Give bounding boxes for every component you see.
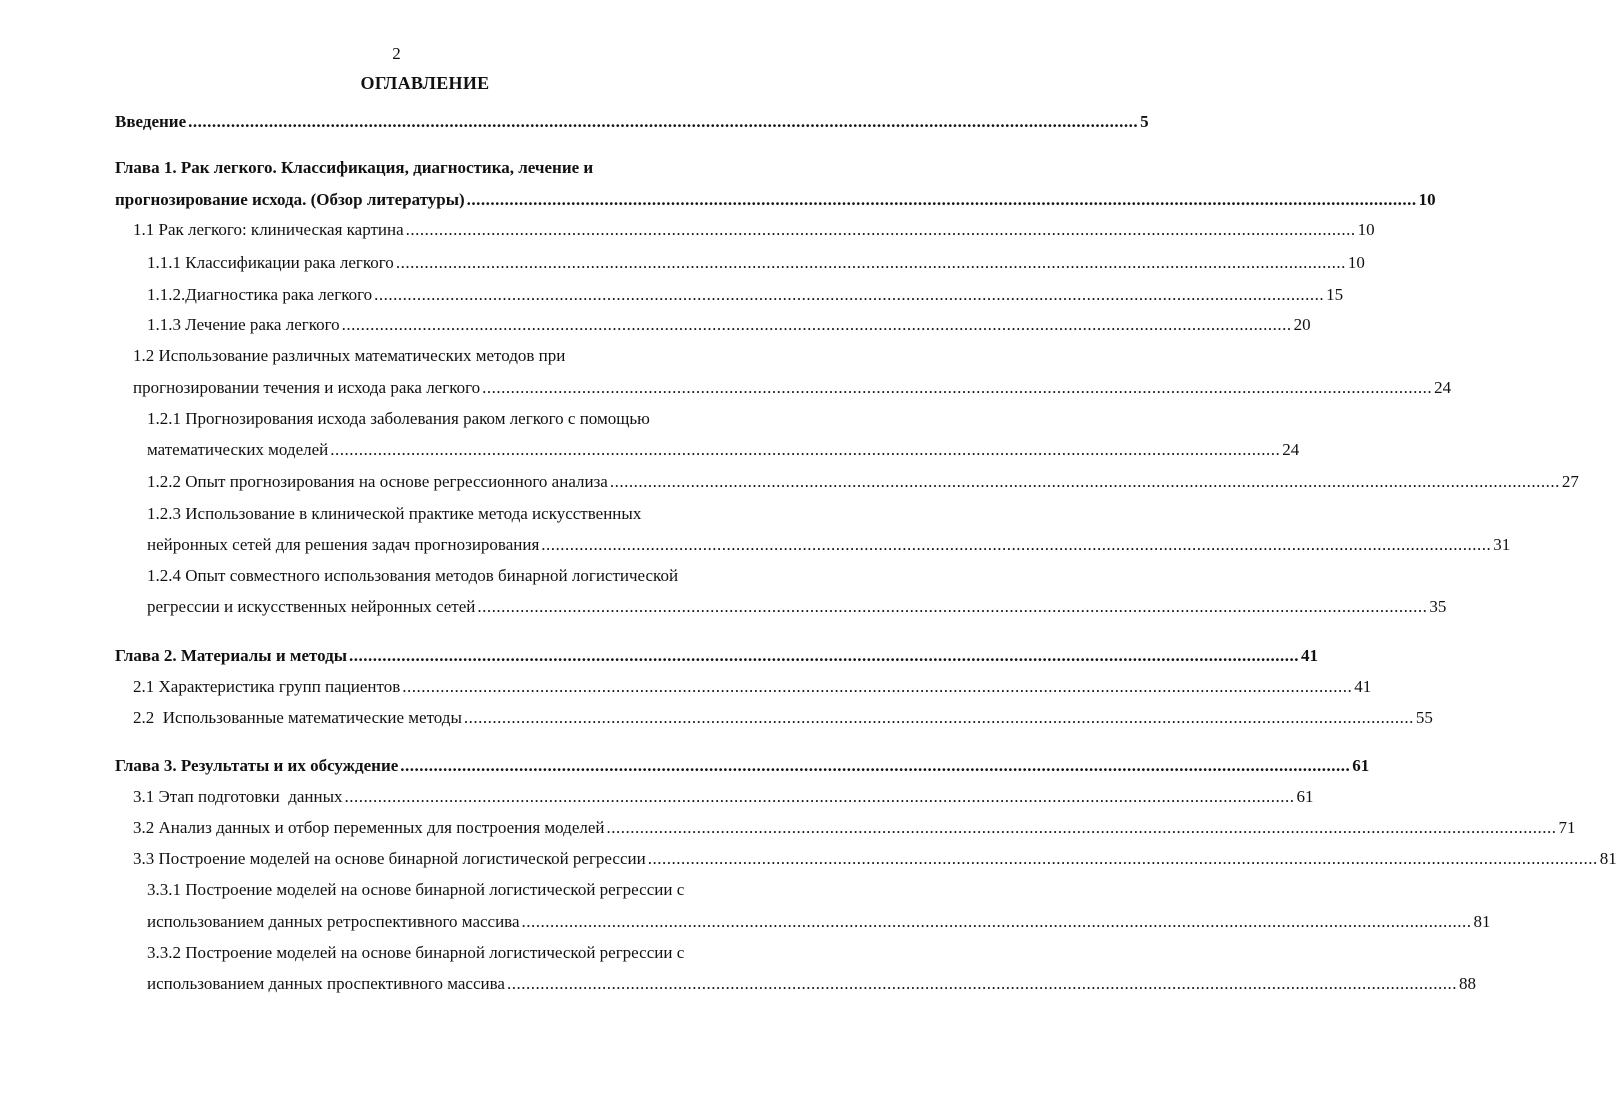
toc-entry-text: регрессии и искусственных нейронных сетей bbox=[147, 597, 476, 616]
toc-entry-text: Введение bbox=[115, 112, 187, 131]
toc-subsection-3-3-1-line1: 3.3.1 Построение моделей на основе бинарной логистической регрессии с bbox=[147, 880, 685, 899]
toc-entry-page: 31 bbox=[1493, 535, 1511, 554]
dot-leader: ........................................................................................................................................................................................................ bbox=[405, 220, 1356, 239]
toc-subsection-3-3-2 bbox=[147, 974, 1476, 994]
toc-entry-text: 1.2.2 Опыт прогнозирования на основе регрессионного анализа bbox=[147, 472, 608, 491]
toc-chapter-2 bbox=[115, 646, 1319, 666]
toc-subsection-1-1-3 bbox=[147, 315, 1311, 335]
dot-leader: ........................................................................................................................................................................................................ bbox=[506, 974, 1457, 993]
toc-entry-text: Глава 2. Материалы и методы bbox=[115, 646, 348, 665]
toc-section-2-2 bbox=[133, 708, 1433, 728]
toc-section-1-1 bbox=[133, 220, 1375, 240]
toc-entry-page: 81 bbox=[1473, 912, 1491, 931]
dot-leader: ........................................................................................................................................................................................................ bbox=[521, 912, 1472, 931]
toc-entry-text: использованием данных ретроспективного массива bbox=[147, 912, 520, 931]
dot-leader: ........................................................................................................................................................................................................ bbox=[477, 597, 1428, 616]
toc-title: ОГЛАВЛЕНИЕ bbox=[360, 73, 490, 93]
toc-subsection-1-1-1 bbox=[147, 253, 1365, 273]
toc-subsection-1-2-3 bbox=[147, 535, 1511, 555]
toc-entry-text: 1.1.2.Диагностика рака легкого bbox=[147, 285, 373, 304]
dot-leader: ........................................................................................................................................................................................................ bbox=[402, 677, 1353, 696]
toc-entry-text: 2.1 Характеристика групп пациентов bbox=[133, 677, 401, 696]
toc-section-3-3 bbox=[133, 849, 1617, 869]
dot-leader: ........................................................................................................................................................................................................ bbox=[188, 112, 1139, 131]
toc-section-3-1 bbox=[133, 787, 1314, 807]
dot-leader: ........................................................................................................................................................................................................ bbox=[374, 285, 1325, 304]
toc-entry-page: 5 bbox=[1140, 112, 1149, 131]
toc-entry-page: 81 bbox=[1599, 849, 1617, 868]
toc-entry-page: 20 bbox=[1293, 315, 1311, 334]
toc-entry-text: 3.2 Анализ данных и отбор переменных для построения моделей bbox=[133, 818, 605, 837]
toc-subsection-1-2-4-line1: 1.2.4 Опыт совместного использования методов бинарной логистической bbox=[147, 566, 679, 585]
toc-entry-text: математических моделей bbox=[147, 440, 329, 459]
toc-entry-page: 61 bbox=[1352, 756, 1370, 775]
toc-entry-text: прогнозирование исхода. (Обзор литературы) bbox=[115, 190, 465, 209]
toc-entry-text: 3.3 Построение моделей на основе бинарной логистической регрессии bbox=[133, 849, 646, 868]
toc-entry-text: 2.2 Использованные математические методы bbox=[133, 708, 462, 727]
toc-entry-page: 10 bbox=[1418, 190, 1436, 209]
toc-entry-text: Глава 3. Результаты и их обсуждение bbox=[115, 756, 399, 775]
dot-leader: ........................................................................................................................................................................................................ bbox=[463, 708, 1414, 727]
toc-entry-text: 1.1 Рак легкого: клиническая картина bbox=[133, 220, 404, 239]
dot-leader: ........................................................................................................................................................................................................ bbox=[609, 472, 1560, 491]
toc-subsection-3-3-1 bbox=[147, 912, 1491, 932]
toc-entry-page: 10 bbox=[1357, 220, 1375, 239]
toc-entry-text: использованием данных проспективного массива bbox=[147, 974, 505, 993]
toc-entry-page: 15 bbox=[1326, 285, 1344, 304]
dot-leader: ........................................................................................................................................................................................................ bbox=[400, 756, 1351, 775]
toc-entry-page: 10 bbox=[1347, 253, 1365, 272]
dot-leader: ........................................................................................................................................................................................................ bbox=[541, 535, 1492, 554]
toc-entry-page: 41 bbox=[1301, 646, 1319, 665]
toc-entry-page: 61 bbox=[1296, 787, 1314, 806]
page-number: 2 bbox=[392, 44, 401, 63]
toc-entry-introduction bbox=[115, 112, 1149, 132]
toc-entry-page: 41 bbox=[1354, 677, 1372, 696]
dot-leader: ........................................................................................................................................................................................................ bbox=[341, 315, 1292, 334]
toc-subsection-1-2-3-line1: 1.2.3 Использование в клинической практике метода искусственных bbox=[147, 504, 642, 523]
toc-chapter-3 bbox=[115, 756, 1370, 776]
toc-entry-page: 71 bbox=[1558, 818, 1576, 837]
toc-entry-page: 35 bbox=[1429, 597, 1447, 616]
dot-leader: ........................................................................................................................................................................................................ bbox=[482, 378, 1433, 397]
toc-entry-page: 55 bbox=[1415, 708, 1433, 727]
toc-entry-text: 3.1 Этап подготовки данных bbox=[133, 787, 343, 806]
dot-leader: ........................................................................................................................................................................................................ bbox=[466, 190, 1417, 209]
toc-entry-text: прогнозировании течения и исхода рака легкого bbox=[133, 378, 481, 397]
toc-entry-text: 1.1.1 Классификации рака легкого bbox=[147, 253, 394, 272]
toc-subsection-1-2-4 bbox=[147, 597, 1447, 617]
toc-section-1-2 bbox=[133, 378, 1452, 398]
dot-leader: ........................................................................................................................................................................................................ bbox=[330, 440, 1281, 459]
toc-chapter-1 bbox=[115, 190, 1436, 210]
dot-leader: ........................................................................................................................................................................................................ bbox=[349, 646, 1300, 665]
toc-subsection-1-1-2 bbox=[147, 285, 1344, 305]
toc-entry-text: 1.1.3 Лечение рака легкого bbox=[147, 315, 340, 334]
toc-subsection-1-2-2 bbox=[147, 472, 1579, 492]
toc-chapter-1-line1: Глава 1. Рак легкого. Классификация, диагностика, лечение и bbox=[115, 158, 594, 177]
dot-leader: ........................................................................................................................................................................................................ bbox=[647, 849, 1598, 868]
dot-leader: ........................................................................................................................................................................................................ bbox=[395, 253, 1346, 272]
toc-section-2-1 bbox=[133, 677, 1372, 697]
toc-subsection-3-3-2-line1: 3.3.2 Построение моделей на основе бинарной логистической регрессии с bbox=[147, 943, 685, 962]
toc-entry-page: 24 bbox=[1282, 440, 1300, 459]
toc-entry-text: нейронных сетей для решения задач прогнозирования bbox=[147, 535, 540, 554]
toc-subsection-1-2-1 bbox=[147, 440, 1300, 460]
toc-subsection-1-2-1-line1: 1.2.1 Прогнозирования исхода заболевания раком легкого с помощью bbox=[147, 409, 650, 428]
dot-leader: ........................................................................................................................................................................................................ bbox=[606, 818, 1557, 837]
toc-entry-page: 24 bbox=[1434, 378, 1452, 397]
toc-entry-page: 88 bbox=[1458, 974, 1476, 993]
dot-leader: ........................................................................................................................................................................................................ bbox=[344, 787, 1295, 806]
toc-section-3-2 bbox=[133, 818, 1576, 838]
toc-entry-page: 27 bbox=[1561, 472, 1579, 491]
toc-section-1-2-line1: 1.2 Использование различных математических методов при bbox=[133, 346, 566, 365]
